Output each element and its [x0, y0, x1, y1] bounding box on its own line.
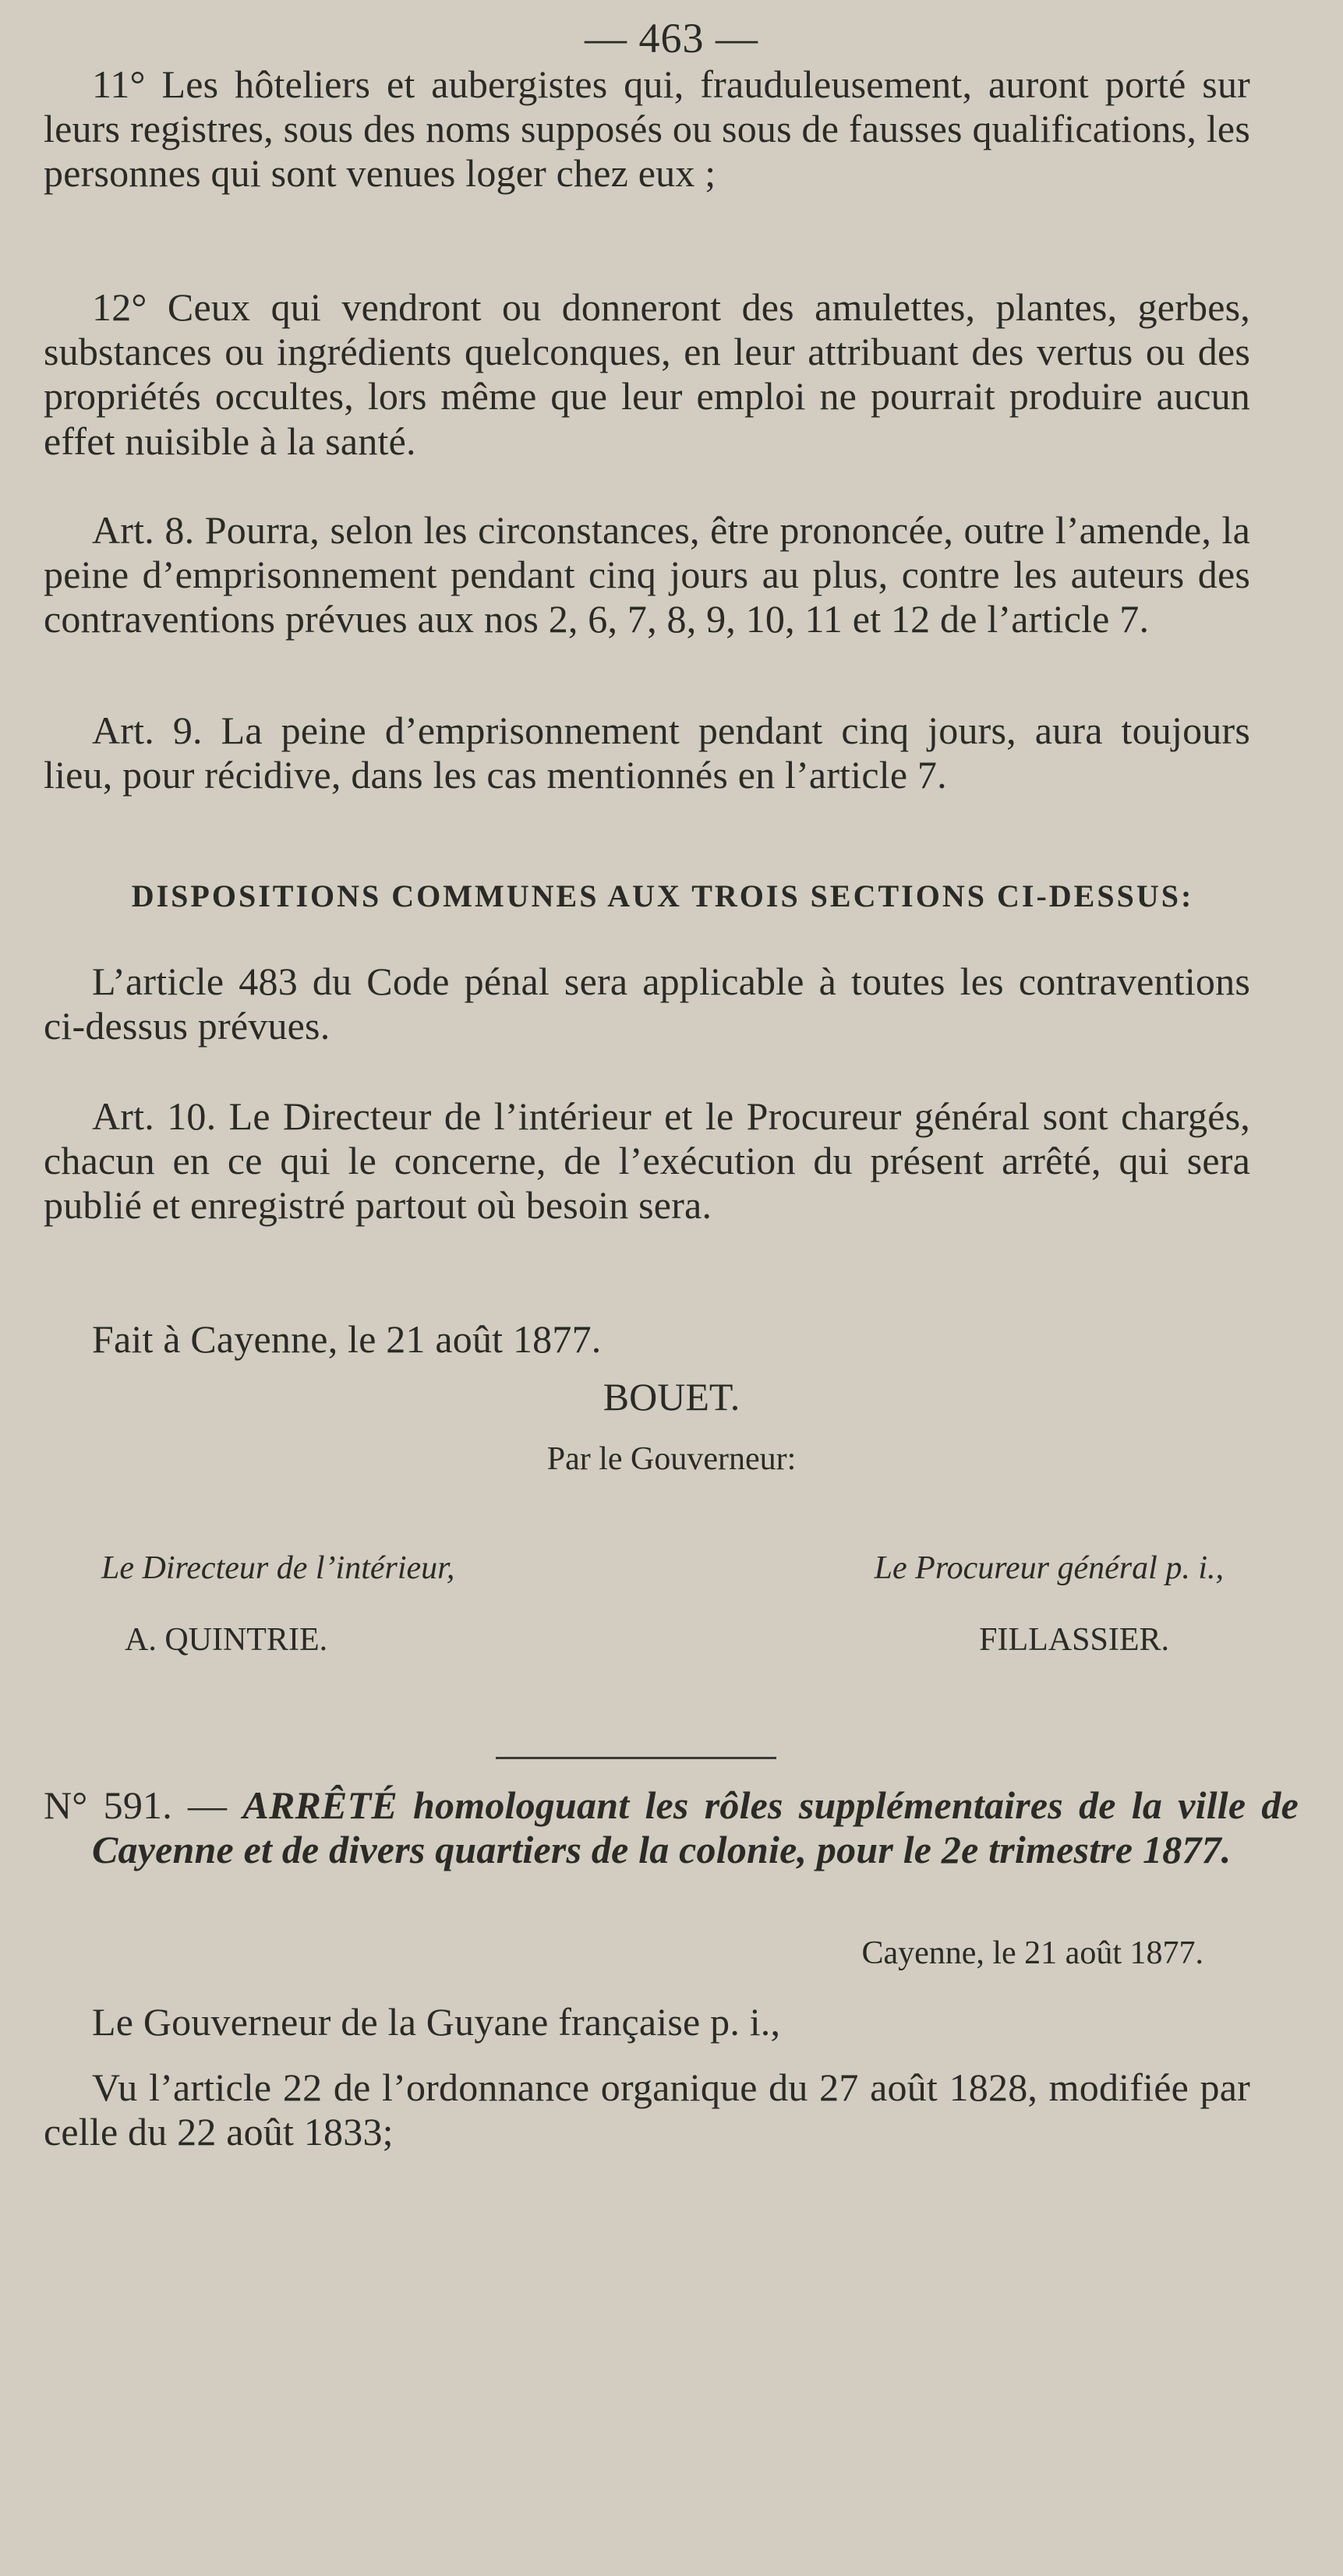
decree-title [44, 1783, 1299, 1872]
left-signatory-title: Le Directeur de l’intérieur, [101, 1550, 455, 1586]
section-divider [496, 1757, 776, 1759]
page-number: — 463 — [585, 15, 758, 62]
paragraph-code-penal: L’article 483 du Code pénal sera applicable à toutes les contraventions ci-dessus prévues. [44, 959, 1250, 1048]
decree-considerant: Vu l’article 22 de l’ordonnance organique du 27 août 1828, modifiée par celle du 22 août 1833; [44, 2065, 1250, 2154]
governor-signature: BOUET. [603, 1375, 740, 1419]
decree-title-rest: homologuant les rôles supplémentaires de la ville de Cayenne et de divers quartiers de la colonie, pour le 2e trimestre 1877. [92, 1783, 1299, 1872]
paragraph-art-9: Art. 9. La peine d’emprisonnement pendant cinq jours, aura toujours lieu, pour récidive, dans les cas mentionnés en l’article 7. [44, 708, 1250, 797]
paragraph-12: 12° Ceux qui vendront ou donneront des amulettes, plantes, gerbes, substances ou ingrédients quelconques, en leur attribuant des vertus ou des propriétés occultes, lors même que leur emploi ne pourrait produire aucun effet nuisible à la santé. [44, 285, 1250, 463]
paragraph-art-10: Art. 10. Le Directeur de l’intérieur et le Procureur général sont chargés, chacun en ce qui le concerne, de l’exécution du présent arrêté, qui sera publié et enregistré partout où besoin sera. [44, 1094, 1250, 1228]
decree-number: N° 591. — [44, 1783, 228, 1827]
paragraph-11: 11° Les hôteliers et aubergistes qui, frauduleusement, auront porté sur leurs registres, sous des noms supposés ou sous de fausses qualifications, les personnes qui sont venues loger chez eux ; [44, 62, 1250, 196]
by-governor-line: Par le Gouverneur: [546, 1441, 797, 1477]
decree-place-date: Cayenne, le 21 août 1877. [861, 1935, 1203, 1971]
paragraph-art-8: Art. 8. Pourra, selon les circonstances, être prononcée, outre l’amende, la peine d’emprisonnement pendant cinq jours au plus, contre les auteurs des contraventions prévues aux nos 2, 6, 7, 8, 9, 10, 11 et 12 de l’article 7. [44, 508, 1250, 641]
right-signatory-name: FILLASSIER. [979, 1622, 1169, 1658]
signatory-names [125, 1620, 1169, 1660]
decree-title-word: ARRÊTÉ [242, 1783, 398, 1827]
right-signatory-title: Le Procureur général p. i., [874, 1550, 1224, 1586]
decree-opening: Le Gouverneur de la Guyane française p. i., [92, 2000, 781, 2044]
left-signatory-name: A. QUINTRIE. [125, 1622, 328, 1658]
section-heading: DISPOSITIONS COMMUNES AUX TROIS SECTIONS CI-DESSUS: [131, 878, 1194, 913]
paragraph-fait-a: Fait à Cayenne, le 21 août 1877. [92, 1317, 602, 1361]
signatory-titles [101, 1548, 1224, 1588]
